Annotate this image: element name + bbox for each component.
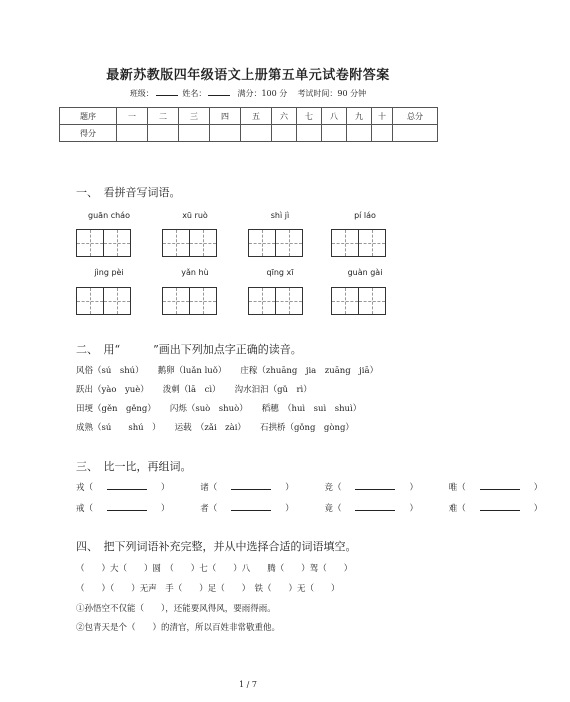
reading-item[interactable]: 泼刺（lā cì） bbox=[162, 385, 221, 395]
section-2-heading: 二、 用“ ”画出下列加点字正确的读音。 bbox=[76, 343, 302, 356]
idiom-line[interactable]: （ ）（ ）无声 手（ ）足（ ） 铁（ ）无（ ） bbox=[76, 584, 340, 594]
compare-item: 难（ ） bbox=[448, 504, 543, 514]
section-1-heading: 一、 看拼音写词语。 bbox=[76, 186, 181, 199]
pinyin-label: qīng xī bbox=[266, 268, 294, 277]
reading-item[interactable]: 稻穗 （huì suì shuì） bbox=[261, 404, 362, 414]
writing-grid[interactable] bbox=[76, 287, 130, 315]
reading-row bbox=[76, 421, 368, 433]
score-header-cell: 四 bbox=[210, 108, 241, 125]
score-cell[interactable] bbox=[179, 125, 210, 142]
compare-item: 戎（ ） bbox=[76, 483, 170, 493]
class-label: 班级： bbox=[129, 89, 154, 98]
score-cell[interactable] bbox=[210, 125, 241, 142]
page-title: 最新苏教版四年级语文上册第五单元试卷附答案 bbox=[106, 68, 390, 83]
score-header-cell: 六 bbox=[272, 108, 297, 125]
fill-question[interactable]: ②包青天是个（ ）的清官，所以百姓非常敬重他。 bbox=[76, 623, 281, 633]
fill-question[interactable]: ①孙悟空不仅能（ ），还能要风得风，要雨得雨。 bbox=[76, 604, 276, 614]
pinyin-label: guān cháo bbox=[88, 211, 130, 220]
compare-item: 戒（ ） bbox=[76, 504, 170, 514]
exam-info bbox=[0, 88, 496, 99]
answer-blank[interactable] bbox=[231, 502, 271, 511]
writing-grid[interactable] bbox=[162, 229, 216, 257]
answer-blank[interactable] bbox=[480, 502, 520, 511]
writing-grid[interactable] bbox=[331, 287, 385, 315]
answer-blank[interactable] bbox=[355, 502, 395, 511]
writing-grid[interactable] bbox=[248, 229, 302, 257]
answer-blank[interactable] bbox=[107, 502, 147, 511]
score-header-cell: 三 bbox=[179, 108, 210, 125]
reading-item[interactable]: 闪烁（suò shuò） bbox=[169, 404, 248, 414]
reading-item[interactable]: 鹅卵（luǎn luǒ） bbox=[157, 366, 227, 376]
score-cell[interactable] bbox=[272, 125, 297, 142]
score-header-cell: 七 bbox=[297, 108, 322, 125]
name-label: 姓名： bbox=[182, 89, 207, 98]
reading-row bbox=[76, 364, 392, 376]
reading-row bbox=[76, 402, 375, 414]
section-4-heading: 四、 把下列词语补充完整，并从中选择合适的词语填空。 bbox=[76, 540, 357, 553]
section-3-heading: 三、 比一比，再组词。 bbox=[76, 460, 192, 473]
score-header-cell: 五 bbox=[241, 108, 272, 125]
full-score: 满分：100 分 bbox=[237, 89, 288, 98]
score-header-cell: 八 bbox=[322, 108, 347, 125]
reading-item[interactable]: 风俗（sú shú） bbox=[76, 366, 144, 376]
compare-row bbox=[76, 502, 570, 514]
answer-blank[interactable] bbox=[355, 481, 395, 490]
reading-item[interactable]: 田埂（gěn gěng） bbox=[76, 404, 156, 414]
score-table-header-row bbox=[60, 108, 438, 125]
score-header-cell: 一 bbox=[117, 108, 148, 125]
score-header-cell: 二 bbox=[148, 108, 179, 125]
reading-item[interactable]: 跃出（yào yuè） bbox=[76, 385, 149, 395]
answer-blank[interactable] bbox=[231, 481, 271, 490]
pinyin-label: xū ruò bbox=[182, 211, 208, 220]
pinyin-label: guàn gài bbox=[347, 268, 383, 277]
exam-time: 考试时间：90 分钟 bbox=[297, 89, 367, 98]
compare-item: 竟（ ） bbox=[324, 504, 418, 514]
score-cell[interactable] bbox=[148, 125, 179, 142]
reading-row bbox=[76, 383, 326, 395]
pinyin-label: yǎn hù bbox=[181, 268, 209, 277]
compare-item: 竞（ ） bbox=[324, 483, 418, 493]
score-header-cell: 总分 bbox=[393, 108, 438, 125]
writing-grid[interactable] bbox=[248, 287, 302, 315]
compare-row bbox=[76, 481, 570, 493]
compare-item: 者（ ） bbox=[200, 504, 294, 514]
score-cell[interactable] bbox=[322, 125, 347, 142]
writing-grid[interactable] bbox=[76, 229, 130, 257]
score-header-cell: 十 bbox=[372, 108, 393, 125]
score-table-score-row bbox=[60, 125, 438, 142]
writing-grid[interactable] bbox=[162, 287, 216, 315]
score-header-cell: 九 bbox=[347, 108, 372, 125]
score-header-cell: 题序 bbox=[60, 108, 117, 125]
score-cell[interactable] bbox=[297, 125, 322, 142]
reading-item[interactable]: 运载 （zǎi zài） bbox=[174, 423, 246, 433]
score-cell[interactable] bbox=[372, 125, 393, 142]
answer-blank[interactable] bbox=[107, 481, 147, 490]
score-table bbox=[59, 107, 438, 142]
compare-item: 诸（ ） bbox=[200, 483, 294, 493]
idiom-line[interactable]: （ ）大（ ）圆 （ ）七（ ）八 腾（ ）驾（ ） bbox=[76, 564, 353, 574]
reading-item[interactable]: 石拱桥（gǒng gòng） bbox=[259, 423, 354, 433]
score-cell[interactable] bbox=[347, 125, 372, 142]
pinyin-label: shì jì bbox=[270, 211, 290, 220]
pinyin-label: jìng pèi bbox=[94, 268, 124, 277]
reading-item[interactable]: 沟水汩汩（gǔ rì） bbox=[234, 385, 312, 395]
page-number: 1 / 7 bbox=[239, 680, 257, 689]
score-row-label: 得分 bbox=[60, 125, 117, 142]
reading-item[interactable]: 成熟（sú shú ） bbox=[76, 423, 161, 433]
answer-blank[interactable] bbox=[480, 481, 520, 490]
score-cell[interactable] bbox=[241, 125, 272, 142]
score-cell[interactable] bbox=[393, 125, 438, 142]
pinyin-label: pí láo bbox=[354, 211, 376, 220]
compare-item: 唯（ ） bbox=[448, 483, 543, 493]
reading-item[interactable]: 庄稼（zhuāng jia zuāng jiā） bbox=[240, 366, 379, 376]
writing-grid[interactable] bbox=[331, 229, 385, 257]
score-cell[interactable] bbox=[117, 125, 148, 142]
